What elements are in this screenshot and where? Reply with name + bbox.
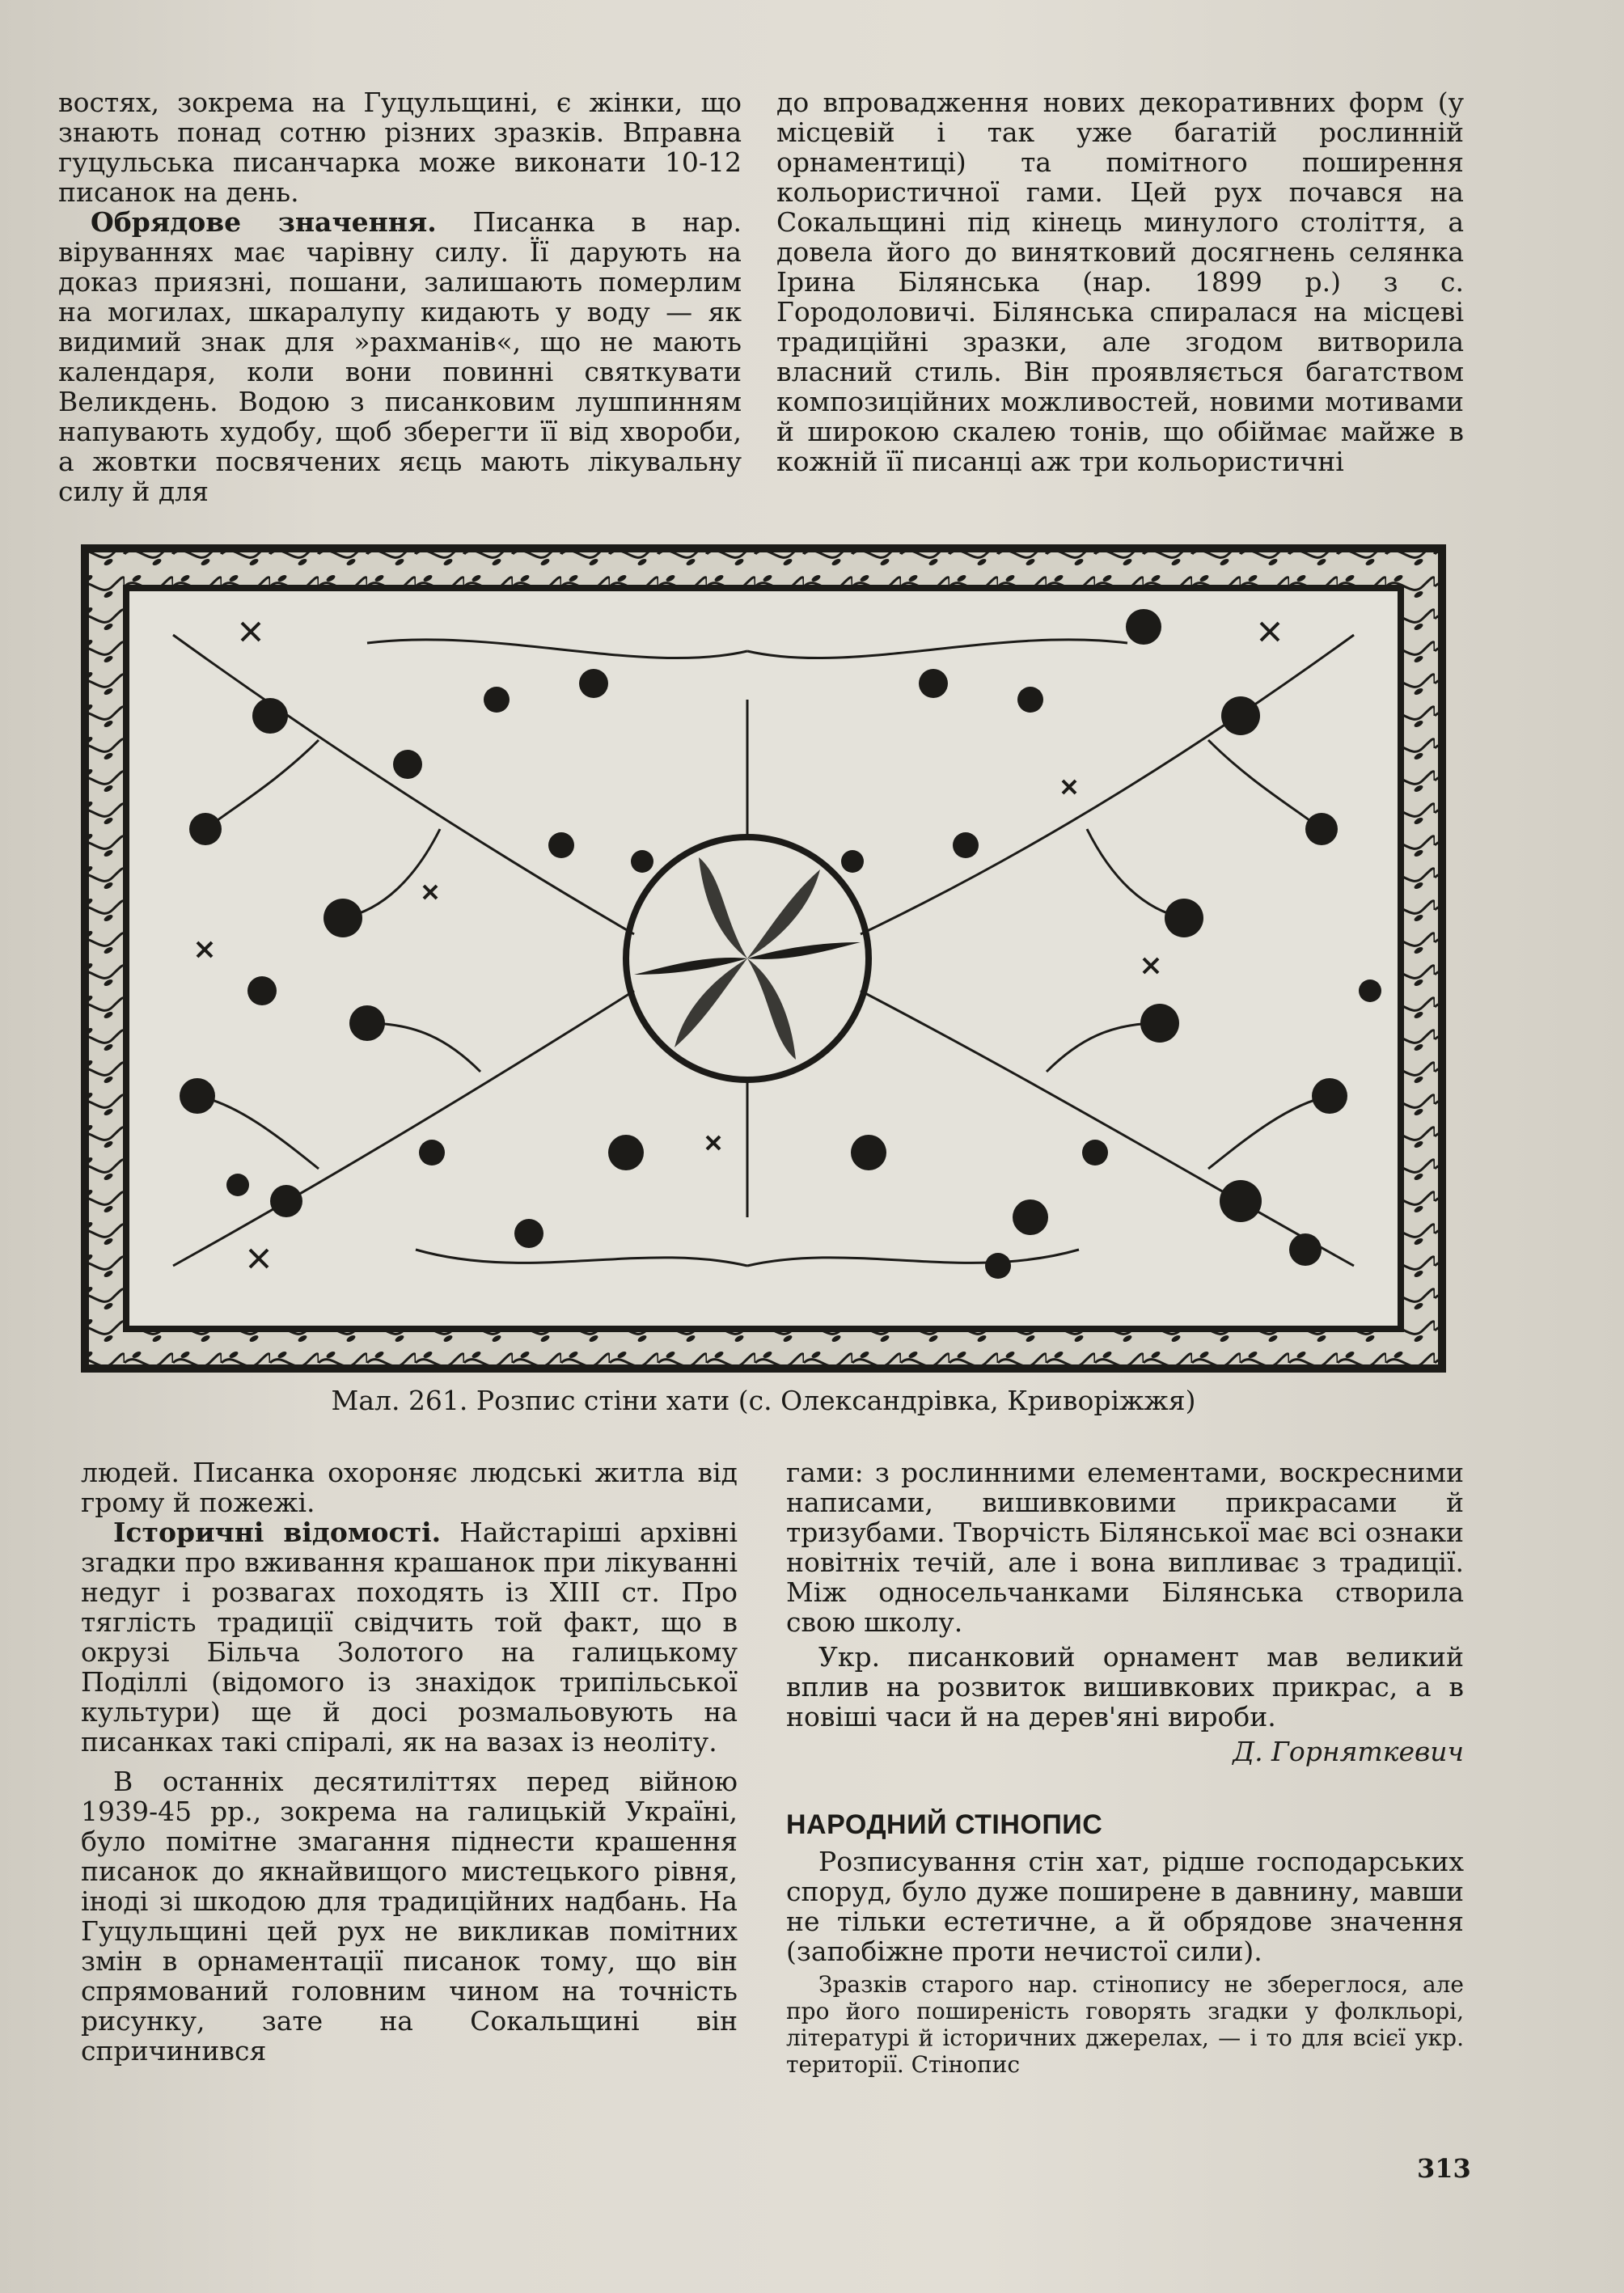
column-right-bottom: [786, 1457, 1464, 2078]
column-left-top: [58, 87, 742, 506]
paragraph: [58, 207, 742, 506]
paragraph-text: Найстаріші архівні згадки про вживання крашанок при лікуванні недуг і розвагах походять із XIII ст. Про тяглість традиції свідчить той факт, що в окрузі Більча Золотого на галицькому Поділлі (відомого із знахідок трипільської культури) ще й досі розмальовують на писанках такі спіралі, як на вазах із неоліту.: [81, 1517, 738, 1758]
central-rosette: [626, 837, 869, 1080]
paragraph: В останніх десятиліттях перед війною 1939-45 рр., зокрема на галицькій Україні, було помітне змагання піднести крашення писанок до якнайвищого мистецького рівня, іноді зі шкодою для традиційних надбань. На Гуцульщині цей рух не викликав помітних змін в орнаментації писанок тому, що він спрямований головним чином на точність рисунку, зате на Сокальщині він спричинився: [81, 1766, 738, 2067]
column-right-top: [776, 87, 1464, 476]
paragraph: Укр. писанковий орнамент мав великий вплив на розвиток вишивкових прикрас, а в новіші часи й на дерев'яні вироби.: [786, 1641, 1464, 1732]
column-left-bottom: [81, 1457, 738, 2066]
paragraph: до впровадження нових декоративних форм (у місцевій і так уже багатій рослинній орнаментиці) та помітного поширення кольористичної гами. Цей рух почався на Сокальщині під кінець минулого століття, а довела його до винятковий досягнень селянка Ірина Білянська (нар. 1899 р.) з с. Городоловичі. Білянська спиралася на місцеві традиційні зразки, але згодом витворила власний стиль. Він проявляється багатством композиційних можливостей, новими мотивами й широкою скалею тонів, що обіймає майже в кожній її писанці аж три кольористичні: [776, 87, 1464, 477]
author-signature: Д. Горняткевич: [1233, 1736, 1464, 1767]
paragraph-small: Зразків старого нар. стінопису не збереглося, але про його поширеність говорять згадки у фолкльорі, літературі й історичних джерелах, — і то для всієї укр. території. Стінопис: [786, 1971, 1464, 2078]
paragraph: гами: з рослинними елементами, воскресними написами, вишивковими прикрасами й тризубами. Творчість Білянської має всі ознаки новітніх течій, але і вона випливає з традиції. Між односельчанками Білянська створила свою школу.: [786, 1457, 1464, 1638]
paragraph: [81, 1517, 738, 1757]
paragraph: востях, зокрема на Гуцульщині, є жінки, що знають понад сотню різних зразків. Вправна гуцульська писанчарка може виконати 10-12 писанок на день.: [58, 87, 742, 208]
paragraph: людей. Писанка охороняє людські житла від грому й пожежі.: [81, 1457, 738, 1518]
figure-caption: Мал. 261. Розпис стіни хати (с. Олександрівка, Криворіжжя): [331, 1385, 1196, 1416]
page-number: 313: [1417, 2153, 1471, 2184]
rubric-ritual-meaning: Обрядове значення.: [91, 206, 437, 238]
rubric-historical-info: Історичні відомості.: [113, 1517, 442, 1548]
wall-painting-illustration: [76, 538, 1451, 1379]
paragraph: Розписування стін хат, рідше господарських споруд, було дуже поширене в давнину, мавши не тільки естетичне, а й обрядове значення (запобіжне проти нечистої сили).: [786, 1846, 1464, 1967]
section-title: НАРОДНИЙ СТІНОПИС: [786, 1809, 1103, 1840]
paragraph-text: Писанка в нар. віруваннях має чарівну силу. Її дарують на доказ приязні, пошани, залишають померлим на могилах, шкаралупу кидають у воду — як видимий знак для »рахманів«, що не мають календаря, коли вони повинні святкувати Великдень. Водою з писанковим лушпинням напувають худобу, щоб зберегти її від хвороби, а жовтки посвячених яєць мають лікувальну силу й для: [58, 206, 742, 507]
